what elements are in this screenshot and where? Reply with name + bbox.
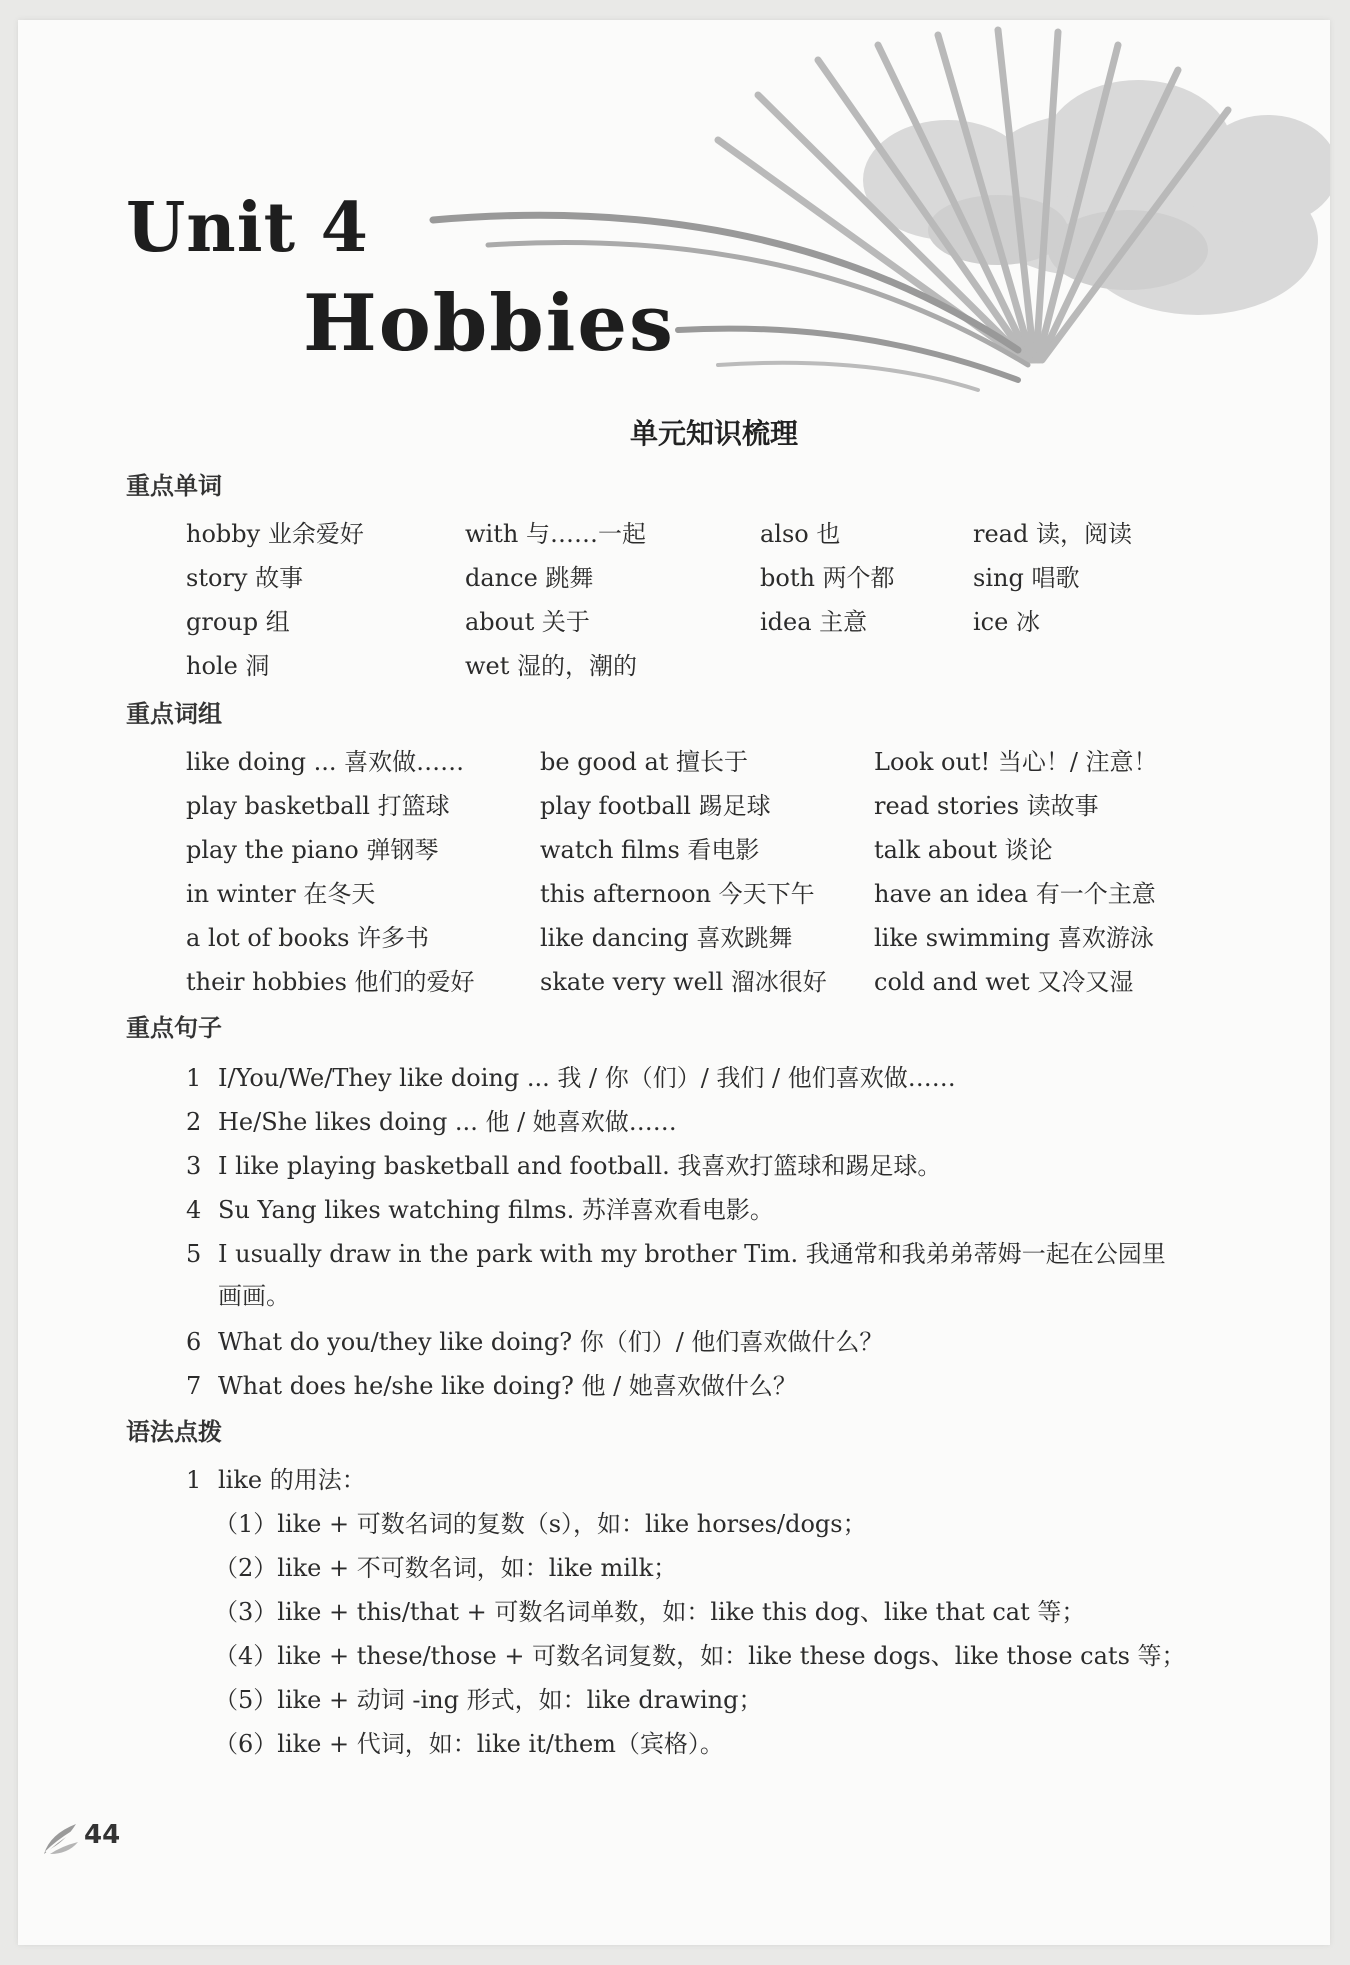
heading-key-words: 重点单词 [126, 472, 222, 500]
key-word-entry: also 也 [760, 520, 841, 548]
key-phrase-entry: be good at 擅长于 [540, 748, 749, 776]
sentence-number: 1 [186, 1064, 202, 1092]
heading-key-phrases: 重点词组 [126, 700, 222, 728]
key-phrase-entry: their hobbies 他们的爱好 [186, 968, 475, 996]
sentence-number: 6 [186, 1328, 202, 1356]
key-sentence [186, 1102, 677, 1137]
sentence-number: 7 [186, 1372, 202, 1400]
sentence-continuation: 画画。 [218, 1282, 290, 1310]
key-word-entry: idea 主意 [760, 608, 868, 636]
textbook-page [18, 20, 1330, 1945]
key-phrase-entry: play basketball 打篮球 [186, 792, 450, 820]
key-phrase-entry: play football 踢足球 [540, 792, 771, 820]
key-word-entry: group 组 [186, 608, 290, 636]
key-word-entry: read 读，阅读 [973, 520, 1132, 548]
key-sentence [186, 1234, 1166, 1269]
grammar-item: （5）like + 动词 -ing 形式，如：like drawing； [214, 1686, 763, 1714]
key-phrase-entry: talk about 谈论 [874, 836, 1053, 864]
unit-number: Unit 4 [126, 188, 369, 268]
grammar-intro [186, 1460, 366, 1495]
page-number: 44 [84, 1820, 121, 1850]
grammar-item: （1）like + 可数名词的复数（s），如：like horses/dogs； [214, 1510, 867, 1538]
sentence-text: What does he/she like doing? 他 / 她喜欢做什么？ [218, 1372, 797, 1400]
key-word-entry: with 与……一起 [465, 520, 646, 548]
grammar-item: （6）like + 代词，如：like it/them（宾格）。 [214, 1730, 724, 1758]
key-phrase-entry: have an idea 有一个主意 [874, 880, 1156, 908]
heading-key-sentences: 重点句子 [126, 1014, 222, 1042]
key-phrase-entry: like doing ... 喜欢做…… [186, 748, 465, 776]
sentence-text: Su Yang likes watching films. 苏洋喜欢看电影。 [218, 1196, 774, 1224]
key-phrase-entry: watch films 看电影 [540, 836, 760, 864]
grammar-intro-number: 1 [186, 1466, 202, 1494]
sentence-text: I usually draw in the park with my brother Tim. 我通常和我弟弟蒂姆一起在公园里 [218, 1240, 1166, 1268]
key-sentence [186, 1146, 941, 1181]
sentence-text: What do you/they like doing? 你（们）/ 他们喜欢做什么？ [218, 1328, 884, 1356]
unit-title: Hobbies [303, 278, 675, 369]
key-phrase-entry: cold and wet 又冷又湿 [874, 968, 1134, 996]
key-word-entry: both 两个都 [760, 564, 895, 592]
key-phrase-entry: in winter 在冬天 [186, 880, 376, 908]
key-phrase-entry: like swimming 喜欢游泳 [874, 924, 1154, 952]
grammar-intro-text: like 的用法： [218, 1466, 366, 1494]
key-sentence [186, 1322, 883, 1357]
sentence-text: He/She likes doing ... 他 / 她喜欢做…… [218, 1108, 677, 1136]
key-word-entry: about 关于 [465, 608, 590, 636]
key-word-entry: hole 洞 [186, 652, 270, 680]
key-sentence [186, 1058, 956, 1093]
key-phrase-entry: read stories 读故事 [874, 792, 1099, 820]
key-word-entry: hobby 业余爱好 [186, 520, 364, 548]
key-word-entry: dance 跳舞 [465, 564, 594, 592]
leaf-icon [42, 1820, 80, 1856]
key-word-entry: story 故事 [186, 564, 304, 592]
key-phrase-entry: this afternoon 今天下午 [540, 880, 815, 908]
sentence-text: I/You/We/They like doing ... 我 / 你（们）/ 我们 / 他们喜欢做…… [218, 1064, 956, 1092]
key-phrase-entry: like dancing 喜欢跳舞 [540, 924, 793, 952]
key-sentence [186, 1366, 797, 1401]
grammar-item: （2）like + 不可数名词，如：like milk； [214, 1554, 678, 1582]
key-word-entry: wet 湿的，潮的 [465, 652, 638, 680]
sentence-number: 4 [186, 1196, 202, 1224]
key-phrase-entry: a lot of books 许多书 [186, 924, 430, 952]
key-word-entry: ice 冰 [973, 608, 1040, 636]
section-title: 单元知识梳理 [629, 417, 798, 450]
grammar-item: （4）like + these/those + 可数名词复数，如：like these dogs、like those cats 等； [214, 1642, 1186, 1670]
key-phrase-entry: skate very well 溜冰很好 [540, 968, 827, 996]
sentence-text: I like playing basketball and football. 我喜欢打篮球和踢足球。 [218, 1152, 942, 1180]
grammar-item: （3）like + this/that + 可数名词单数，如：like this dog、like that cat 等； [214, 1598, 1086, 1626]
heading-grammar-tips: 语法点拨 [126, 1418, 222, 1446]
key-sentence [186, 1190, 774, 1225]
key-phrase-entry: play the piano 弹钢琴 [186, 836, 439, 864]
key-phrase-entry: Look out! 当心！/ 注意！ [874, 748, 1158, 776]
sentence-number: 3 [186, 1152, 202, 1180]
sentence-number: 5 [186, 1240, 202, 1268]
key-word-entry: sing 唱歌 [973, 564, 1080, 592]
sentence-number: 2 [186, 1108, 202, 1136]
